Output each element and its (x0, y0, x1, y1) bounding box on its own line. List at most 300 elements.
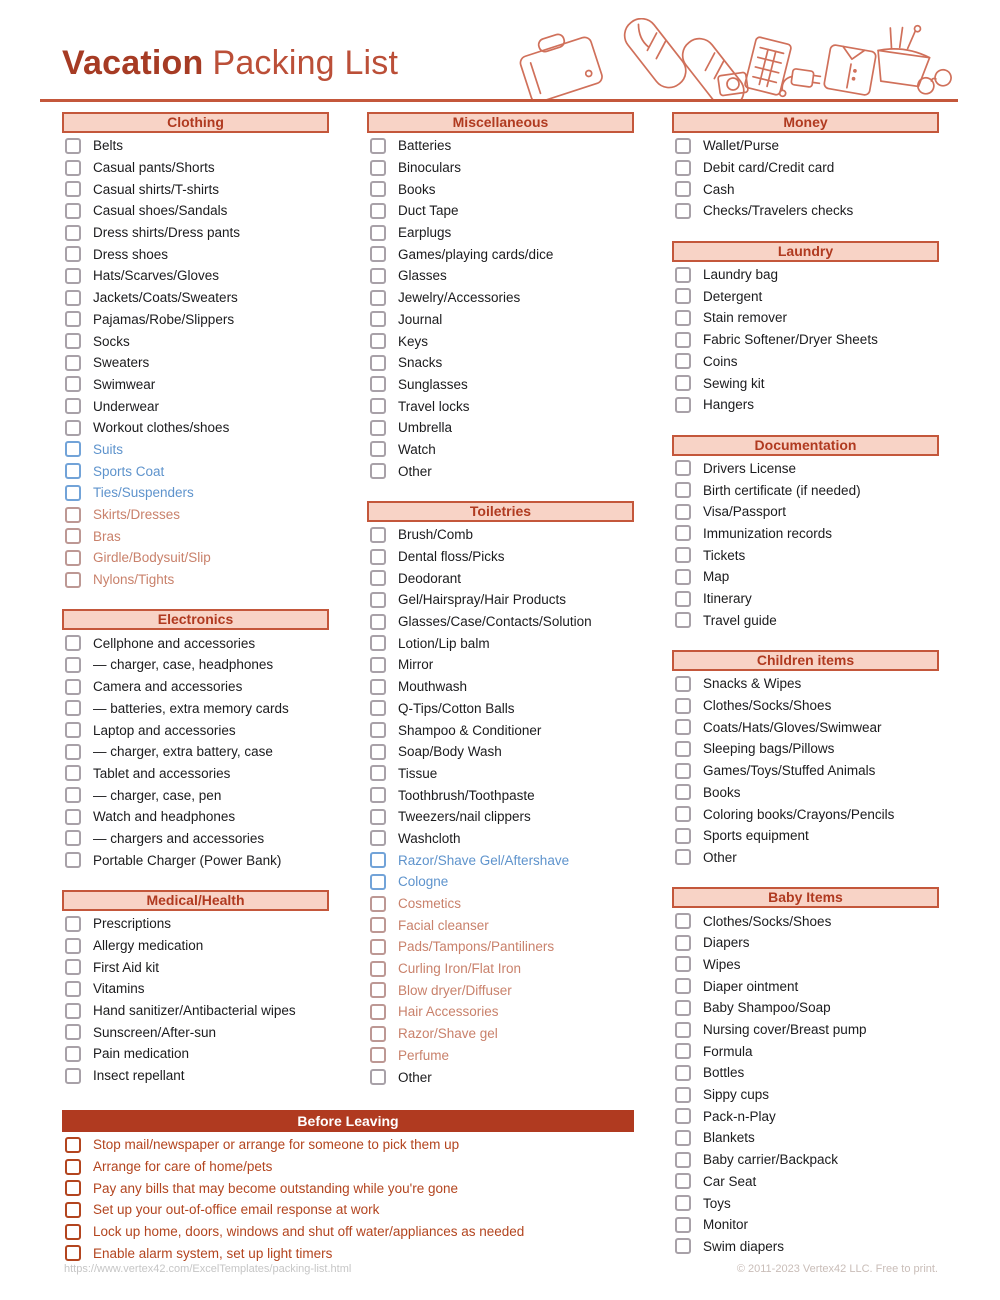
checklist-item (367, 265, 634, 287)
checklist-item (62, 828, 329, 850)
checklist-item (367, 589, 634, 611)
checkbox[interactable] (675, 310, 691, 326)
checkbox[interactable] (675, 375, 691, 391)
checklist-item (672, 544, 939, 566)
checkbox[interactable] (65, 938, 81, 954)
checkbox[interactable] (370, 765, 386, 781)
checkbox[interactable] (65, 268, 81, 284)
checkbox[interactable] (370, 225, 386, 241)
checkbox[interactable] (370, 355, 386, 371)
item-label: Workout clothes/shoes (93, 420, 230, 436)
checklist-item (672, 803, 939, 825)
checkbox[interactable] (675, 784, 691, 800)
item-label: Detergent (703, 288, 763, 304)
item-label: Tissue (398, 765, 438, 781)
checklist-item (62, 439, 329, 461)
item-label: Formula (703, 1043, 753, 1059)
checklist-item (672, 932, 939, 954)
checklist-item (672, 910, 939, 932)
checkbox[interactable] (675, 504, 691, 520)
checkbox[interactable] (675, 1022, 691, 1038)
checkbox[interactable] (65, 181, 81, 197)
checkbox[interactable] (675, 525, 691, 541)
camera-icon (718, 72, 749, 96)
item-label: Dress shirts/Dress pants (93, 225, 241, 241)
checkbox[interactable] (370, 160, 386, 176)
checklist-item (62, 309, 329, 331)
checkbox[interactable] (370, 527, 386, 543)
checkbox[interactable] (675, 1065, 691, 1081)
item-label: Birth certificate (if needed) (703, 482, 861, 498)
item-label: Insect repellant (93, 1068, 185, 1084)
checkbox[interactable] (675, 591, 691, 607)
item-label: Cosmetics (398, 896, 462, 912)
checkbox[interactable] (675, 1000, 691, 1016)
checkbox[interactable] (675, 741, 691, 757)
checkbox[interactable] (65, 203, 81, 219)
checklist-item (367, 309, 634, 331)
checklist-item (62, 913, 329, 935)
item-label: Diapers (703, 935, 750, 951)
checkbox[interactable] (65, 550, 81, 566)
checkbox[interactable] (675, 935, 691, 951)
checklist-item (62, 482, 329, 504)
checklist-item (672, 135, 939, 157)
item-label: Other (398, 463, 432, 479)
item-label: Arrange for care of home/pets (93, 1159, 273, 1175)
checkbox[interactable] (675, 913, 691, 929)
checklist-item (672, 975, 939, 997)
checkbox[interactable] (675, 569, 691, 585)
checkbox[interactable] (65, 1202, 81, 1218)
footer-url: https://www.vertex42.com/ExcelTemplates/packing-list.html (64, 1263, 352, 1275)
checklist-item (672, 1105, 939, 1127)
item-label: Sunscreen/After-sun (93, 1024, 217, 1040)
checkbox[interactable] (370, 138, 386, 154)
checklist-item (62, 135, 329, 157)
checkbox[interactable] (675, 763, 691, 779)
item-label: Keys (398, 333, 429, 349)
checkbox[interactable] (370, 570, 386, 586)
checklist-item (62, 741, 329, 763)
page-title-rest: Packing List (212, 44, 399, 82)
checkbox[interactable] (370, 830, 386, 846)
checkbox[interactable] (65, 1245, 81, 1261)
checkbox[interactable] (65, 809, 81, 825)
checklist-item (672, 1171, 939, 1193)
checklist-item (62, 784, 329, 806)
checklist-item (367, 828, 634, 850)
item-label: Underwear (93, 398, 160, 414)
checkbox[interactable] (65, 852, 81, 868)
checkbox[interactable] (65, 463, 81, 479)
item-label: Diaper ointment (703, 978, 799, 994)
checklist-item (62, 157, 329, 179)
checklist-item (367, 741, 634, 763)
checklist-item (62, 654, 329, 676)
checkbox[interactable] (65, 744, 81, 760)
section-header-documentation: Documentation (672, 435, 939, 456)
checkbox[interactable] (370, 398, 386, 414)
section-electronics (62, 609, 329, 871)
checklist-item (62, 632, 329, 654)
checkbox[interactable] (65, 981, 81, 997)
item-label: Brush/Comb (398, 527, 474, 543)
item-label: Blankets (703, 1130, 755, 1146)
checklist-item (62, 956, 329, 978)
item-label: Checks/Travelers checks (703, 203, 854, 219)
item-label: Sleeping bags/Pillows (703, 741, 835, 757)
checklist-item (367, 222, 634, 244)
checklist (367, 133, 634, 482)
checkbox[interactable] (675, 267, 691, 283)
checkbox[interactable] (675, 138, 691, 154)
item-label: Portable Charger (Power Bank) (93, 852, 282, 868)
checkbox[interactable] (65, 1180, 81, 1196)
checkbox[interactable] (370, 441, 386, 457)
checkbox[interactable] (675, 1108, 691, 1124)
checklist-item (367, 698, 634, 720)
section-before-leaving (62, 1110, 634, 1264)
checkbox[interactable] (370, 657, 386, 673)
item-label: Set up your out-of-office email response at work (93, 1202, 380, 1218)
item-label: Sports equipment (703, 828, 809, 844)
item-label: Dental floss/Picks (398, 549, 505, 565)
checkbox[interactable] (65, 635, 81, 651)
item-label: Laptop and accessories (93, 722, 236, 738)
checkbox[interactable] (675, 460, 691, 476)
sneaker-icon (676, 32, 750, 102)
checkbox[interactable] (65, 700, 81, 716)
checkbox[interactable] (65, 572, 81, 588)
checklist-item (672, 1214, 939, 1236)
checkbox[interactable] (65, 722, 81, 738)
checklist (672, 133, 939, 222)
checkbox[interactable] (370, 722, 386, 738)
checkbox[interactable] (65, 333, 81, 349)
checklist-item (62, 1000, 329, 1022)
checkbox[interactable] (370, 1026, 386, 1042)
checkbox[interactable] (65, 1003, 81, 1019)
checklist-item (62, 265, 329, 287)
item-label: Cash (703, 181, 735, 197)
item-label: Other (398, 1069, 432, 1085)
checklist-item (367, 784, 634, 806)
checkbox[interactable] (65, 1046, 81, 1062)
section-header-medical-health: Medical/Health (62, 890, 329, 911)
item-label: Baby carrier/Backpack (703, 1152, 839, 1168)
item-label: Journal (398, 311, 443, 327)
checkbox[interactable] (370, 549, 386, 565)
checkbox[interactable] (65, 246, 81, 262)
checkbox[interactable] (370, 744, 386, 760)
item-label: Tickets (703, 547, 746, 563)
checkbox[interactable] (675, 978, 691, 994)
checkbox[interactable] (65, 657, 81, 673)
item-label: Hangers (703, 397, 755, 413)
checkbox[interactable] (370, 852, 386, 868)
checklist-item (672, 479, 939, 501)
item-label: Facial cleanser (398, 917, 489, 933)
checklist-item (62, 569, 329, 591)
checklist-item (672, 501, 939, 523)
checkbox[interactable] (675, 676, 691, 692)
checklist-item (62, 1043, 329, 1065)
checklist-item (367, 806, 634, 828)
checklist-item (367, 178, 634, 200)
checkbox[interactable] (675, 1043, 691, 1059)
item-label: Camera and accessories (93, 679, 243, 695)
checkbox[interactable] (65, 311, 81, 327)
item-label: Snacks (398, 355, 443, 371)
checkbox[interactable] (370, 939, 386, 955)
checkbox[interactable] (65, 1068, 81, 1084)
checkbox[interactable] (675, 1173, 691, 1189)
checkbox[interactable] (675, 849, 691, 865)
checkbox[interactable] (370, 982, 386, 998)
item-label: Swim diapers (703, 1238, 785, 1254)
checklist-item (367, 287, 634, 309)
checklist-item (367, 1066, 634, 1088)
section-documentation (672, 435, 939, 632)
checklist-item (62, 200, 329, 222)
checklist-item (62, 935, 329, 957)
checkbox[interactable] (675, 1152, 691, 1168)
header-illustration (505, 18, 955, 102)
checkbox[interactable] (370, 679, 386, 695)
checklist-item (62, 504, 329, 526)
item-label: Skirts/Dresses (93, 507, 181, 523)
item-label: Pay any bills that may become outstanding while you're gone (93, 1180, 459, 1196)
checkbox[interactable] (675, 612, 691, 628)
checkbox[interactable] (65, 138, 81, 154)
checkbox[interactable] (675, 397, 691, 413)
checkbox[interactable] (675, 1217, 691, 1233)
checklist-item (672, 285, 939, 307)
item-label: Baby Shampoo/Soap (703, 1000, 831, 1016)
checklist-item (62, 763, 329, 785)
item-label: Hair Accessories (398, 1004, 499, 1020)
item-label: Coats/Hats/Gloves/Swimwear (703, 719, 882, 735)
checkbox[interactable] (65, 160, 81, 176)
checkbox[interactable] (370, 614, 386, 630)
shirt-icon (824, 44, 877, 95)
item-label: Mirror (398, 657, 434, 673)
checklist-item (672, 1062, 939, 1084)
checkbox[interactable] (675, 828, 691, 844)
checkbox[interactable] (675, 160, 691, 176)
checkbox[interactable] (370, 1004, 386, 1020)
checklist (62, 630, 329, 871)
checkbox[interactable] (370, 290, 386, 306)
item-label: Map (703, 569, 730, 585)
item-label: Pack-n-Play (703, 1108, 776, 1124)
checklist-item (62, 287, 329, 309)
checkbox[interactable] (65, 355, 81, 371)
item-label: Sunglasses (398, 376, 468, 392)
checklist-item (367, 1023, 634, 1045)
item-label: Lotion/Lip balm (398, 635, 490, 651)
item-label: Sweaters (93, 355, 150, 371)
checklist-item (367, 330, 634, 352)
checklist-item (62, 460, 329, 482)
section-header-clothing: Clothing (62, 112, 329, 133)
checklist-item (62, 849, 329, 871)
checkbox[interactable] (675, 482, 691, 498)
item-label: Cologne (398, 874, 449, 890)
item-label: Games/playing cards/dice (398, 246, 554, 262)
checklist-item (367, 460, 634, 482)
checklist-item (672, 372, 939, 394)
checkbox[interactable] (370, 311, 386, 327)
checkbox[interactable] (65, 528, 81, 544)
item-label: Tweezers/nail clippers (398, 809, 531, 825)
checkbox[interactable] (370, 420, 386, 436)
item-label: Gel/Hairspray/Hair Products (398, 592, 567, 608)
checkbox[interactable] (370, 896, 386, 912)
checklist-item (62, 719, 329, 741)
item-label: Duct Tape (398, 203, 459, 219)
calculator-icon (744, 36, 792, 95)
checkbox[interactable] (65, 765, 81, 781)
checklist-item (62, 178, 329, 200)
item-label: Clothes/Socks/Shoes (703, 698, 832, 714)
checklist-item (367, 395, 634, 417)
item-label: Razor/Shave Gel/Aftershave (398, 852, 570, 868)
checkbox[interactable] (675, 1130, 691, 1146)
item-label: Wallet/Purse (703, 138, 780, 154)
checkbox[interactable] (370, 181, 386, 197)
checkbox[interactable] (370, 809, 386, 825)
checklist-item (62, 1221, 634, 1243)
section-miscellaneous (367, 112, 634, 482)
checklist-item (672, 1149, 939, 1171)
checkbox[interactable] (370, 463, 386, 479)
checkbox[interactable] (370, 1069, 386, 1085)
checkbox[interactable] (675, 332, 691, 348)
checkbox[interactable] (65, 916, 81, 932)
checkbox[interactable] (65, 1159, 81, 1175)
checkbox[interactable] (370, 1047, 386, 1063)
checkbox[interactable] (370, 700, 386, 716)
checkbox[interactable] (675, 1195, 691, 1211)
item-label: Wipes (703, 956, 741, 972)
checklist-item (672, 1127, 939, 1149)
checklist-item (62, 1199, 634, 1221)
checklist (367, 522, 634, 1088)
checkbox[interactable] (65, 679, 81, 695)
item-label: Visa/Passport (703, 504, 787, 520)
item-label: Fabric Softener/Dryer Sheets (703, 332, 878, 348)
item-label: Debit card/Credit card (703, 160, 835, 176)
checklist-item (62, 806, 329, 828)
checklist-item (672, 264, 939, 286)
checklist-item (62, 330, 329, 352)
checkbox[interactable] (65, 441, 81, 457)
checkbox[interactable] (370, 961, 386, 977)
checkbox[interactable] (65, 485, 81, 501)
checkbox[interactable] (370, 376, 386, 392)
checkbox[interactable] (370, 268, 386, 284)
item-label: Immunization records (703, 525, 833, 541)
section-header-money: Money (672, 112, 939, 133)
checkbox[interactable] (65, 376, 81, 392)
checklist-item (672, 329, 939, 351)
checkbox[interactable] (675, 288, 691, 304)
checkbox[interactable] (65, 225, 81, 241)
checklist-item (62, 676, 329, 698)
checkbox[interactable] (370, 874, 386, 890)
checklist-item (62, 525, 329, 547)
checkbox[interactable] (65, 507, 81, 523)
checkbox[interactable] (370, 592, 386, 608)
item-label: Glasses (398, 268, 447, 284)
checkbox[interactable] (675, 547, 691, 563)
item-label: Itinerary (703, 591, 752, 607)
checkbox[interactable] (65, 290, 81, 306)
checkbox[interactable] (65, 1137, 81, 1153)
checkbox[interactable] (65, 420, 81, 436)
item-label: Belts (93, 138, 124, 154)
checklist-item (367, 374, 634, 396)
checkbox[interactable] (65, 830, 81, 846)
checkbox[interactable] (675, 719, 691, 735)
checklist-item (367, 524, 634, 546)
checkbox[interactable] (65, 1024, 81, 1040)
checkbox[interactable] (675, 1087, 691, 1103)
checkbox[interactable] (370, 203, 386, 219)
checkbox[interactable] (675, 181, 691, 197)
checkbox[interactable] (675, 806, 691, 822)
item-label: Games/Toys/Stuffed Animals (703, 763, 876, 779)
checkbox[interactable] (65, 1224, 81, 1240)
checkbox[interactable] (370, 246, 386, 262)
suitcase-icon (515, 25, 604, 102)
checkbox[interactable] (65, 787, 81, 803)
checklist (672, 908, 939, 1257)
checklist-item (367, 611, 634, 633)
checklist-item (62, 243, 329, 265)
checkbox[interactable] (65, 398, 81, 414)
checkbox[interactable] (370, 787, 386, 803)
item-label: Dress shoes (93, 246, 169, 262)
checklist-item (672, 847, 939, 869)
checkbox[interactable] (675, 956, 691, 972)
checkbox[interactable] (65, 959, 81, 975)
checklist-item (672, 458, 939, 480)
checkbox[interactable] (675, 353, 691, 369)
checkbox[interactable] (370, 333, 386, 349)
checklist-item (62, 374, 329, 396)
checkbox[interactable] (675, 203, 691, 219)
checkbox[interactable] (370, 917, 386, 933)
item-label: Watch and headphones (93, 809, 236, 825)
section-toiletries (367, 501, 634, 1088)
checkbox[interactable] (675, 1238, 691, 1254)
item-label: Toys (703, 1195, 731, 1211)
checkbox[interactable] (370, 635, 386, 651)
section-children-items (672, 650, 939, 868)
item-label: First Aid kit (93, 959, 160, 975)
section-clothing (62, 112, 329, 590)
section-header-before-leaving: Before Leaving (62, 1110, 634, 1132)
item-label: Sports Coat (93, 463, 165, 479)
checkbox[interactable] (675, 698, 691, 714)
checklist-item (672, 1192, 939, 1214)
checklist-item (672, 609, 939, 631)
checklist (62, 133, 329, 590)
checklist-item (672, 566, 939, 588)
